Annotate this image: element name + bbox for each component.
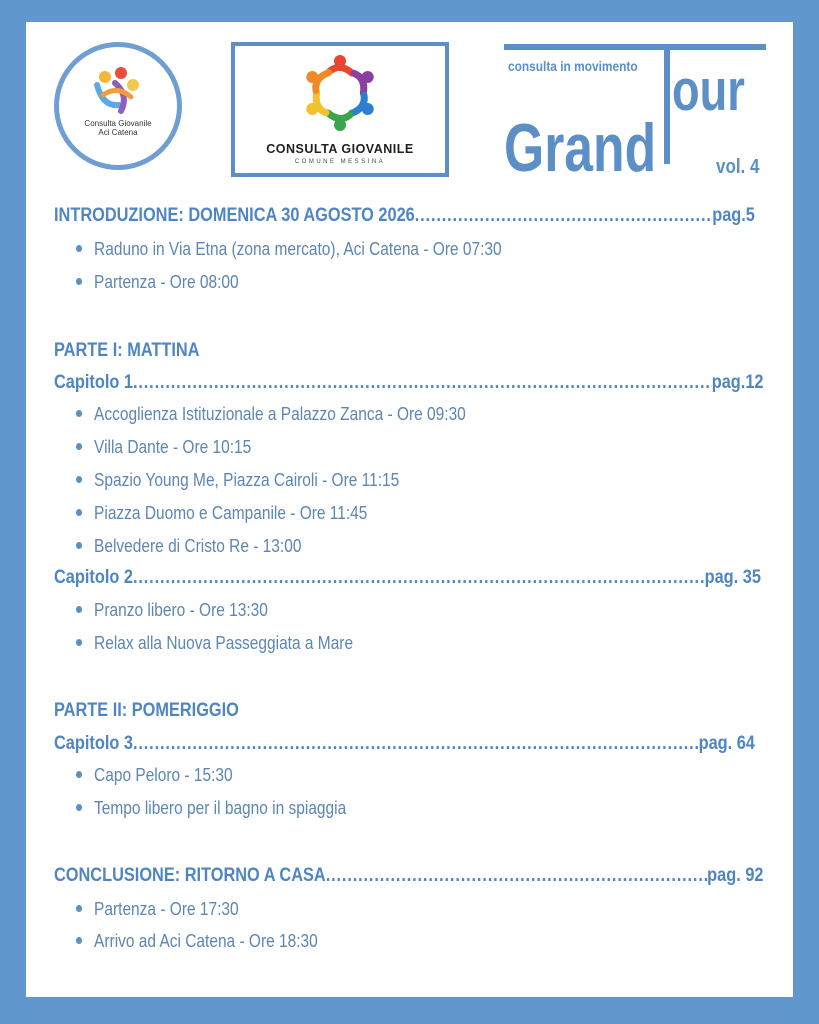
consulta-messina-logo	[231, 42, 449, 177]
tour-word-grand: Grand	[504, 110, 657, 186]
list-item: Raduno in Via Etna (zona mercato), Aci Catena - Ore 07:30	[76, 239, 502, 260]
circle-logo-caption	[59, 119, 177, 137]
entry-page: pag. 92	[707, 865, 764, 886]
entry-title: CONCLUSIONE: RITORNO A CASA	[54, 865, 326, 886]
box-logo-brand: CONSULTA GIOVANILE	[266, 142, 414, 156]
entry-title: Capitolo 1	[54, 372, 133, 393]
tour-volume: vol. 4	[716, 156, 760, 178]
box-logo-subtitle: COMUNE MESSINA	[294, 159, 386, 165]
list-item: Accoglienza Istituzionale a Palazzo Zanca - Ore 09:30	[76, 404, 466, 425]
list-item: Capo Peloro - 15:30	[76, 765, 233, 786]
tour-tagline: consulta in movimento	[508, 58, 638, 74]
entry-page: pag. 64	[698, 733, 755, 754]
caption-line-1: Consulta Giovanile	[84, 119, 152, 128]
dot-leader	[326, 865, 707, 887]
list-item: Pranzo libero - Ore 13:30	[76, 600, 268, 621]
dot-leader	[133, 567, 705, 589]
list-item: Tempo libero per il bagno in spiaggia	[76, 798, 346, 819]
title-top-bar	[504, 44, 766, 50]
entry-title: Capitolo 3	[54, 733, 133, 754]
list-item: Partenza - Ore 17:30	[76, 899, 239, 920]
consulta-aci-catena-logo	[54, 42, 182, 170]
people-circle-icon	[59, 55, 177, 125]
toc-entry-chapter-1	[54, 372, 764, 394]
toc-entry-chapter-3	[54, 733, 755, 755]
list-item: Piazza Duomo e Campanile - Ore 11:45	[76, 503, 367, 524]
toc-entry-conclusion	[54, 865, 764, 887]
tour-word-our: our	[672, 58, 745, 123]
pinwheel-people-icon	[290, 48, 390, 138]
toc-entry-chapter-2	[54, 567, 761, 589]
part-heading-1: PARTE I: MATTINA	[54, 340, 200, 361]
list-item: Relax alla Nuova Passeggiata a Mare	[76, 633, 353, 654]
list-item: Villa Dante - Ore 10:15	[76, 437, 251, 458]
caption-line-2: Aci Catena	[98, 128, 138, 137]
dot-leader	[133, 372, 712, 394]
entry-title: INTRODUZIONE: DOMENICA 30 AGOSTO 2026	[54, 205, 415, 226]
document-page	[26, 22, 793, 997]
dot-leader	[415, 205, 712, 227]
list-item: Spazio Young Me, Piazza Cairoli - Ore 11:15	[76, 470, 399, 491]
part-heading-2: PARTE II: POMERIGGIO	[54, 700, 239, 721]
title-t-stem	[664, 44, 670, 164]
entry-page: pag. 35	[704, 567, 761, 588]
dot-leader	[133, 733, 699, 755]
list-item: Arrivo ad Aci Catena - Ore 18:30	[76, 931, 318, 952]
grand-tour-title	[504, 44, 769, 186]
toc-entry-introduction	[54, 205, 755, 227]
list-item: Partenza - Ore 08:00	[76, 272, 239, 293]
entry-page: pag.5	[712, 205, 755, 226]
entry-page: pag.12	[711, 372, 764, 393]
entry-title: Capitolo 2	[54, 567, 133, 588]
list-item: Belvedere di Cristo Re - 13:00	[76, 536, 301, 557]
